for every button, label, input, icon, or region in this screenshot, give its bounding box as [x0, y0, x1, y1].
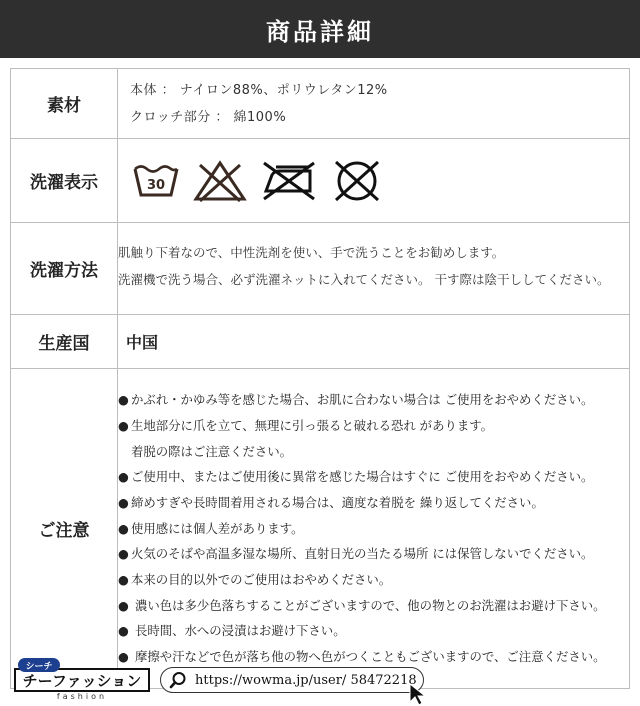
bullet: ● [118, 597, 129, 613]
mouse-pointer-icon [408, 682, 430, 706]
caution-item [118, 541, 629, 567]
bullet: ● [118, 520, 129, 536]
material-row [11, 69, 630, 139]
material-crotch: クロッチ部分 ： 綿100% [130, 109, 287, 125]
bullet: ● [118, 546, 129, 562]
wash-method-line-2: 洗濯機で洗う場合、必ず洗濯ネットに入れてください。 干す際は陰干ししてください。 [118, 271, 610, 287]
caution-item [118, 516, 629, 542]
bullet: ● [118, 392, 129, 408]
no-bleach-icon [192, 159, 248, 203]
bullet: ● [118, 417, 129, 433]
caution-item-continued [118, 439, 629, 465]
laundry-symbols-value [118, 139, 630, 223]
caution-item [118, 567, 629, 593]
shop-url-bar[interactable] [160, 667, 424, 693]
country-row [11, 315, 630, 369]
wash-method-value [118, 223, 630, 315]
wash-temp-label: 30 [146, 177, 166, 193]
material-body: 本体 ： ナイロン88%、ポリウレタン12% [130, 82, 388, 98]
caution-text: 火気のそばや高温多湿な場所、直射日光の当たる場所 には保管しないでください。 [131, 546, 594, 562]
caution-text: 着脱の際はご注意ください。 [131, 443, 293, 459]
country-value: 中国 [126, 333, 159, 352]
laundry-symbols-label: 洗濯表示 [11, 139, 118, 223]
caution-item [118, 387, 629, 413]
caution-text: 摩擦や汗などで色が落ち他の物へ色がつくこともございますので、ご注意ください。 [131, 649, 606, 665]
cautions-value [118, 369, 630, 689]
shop-url[interactable]: https://wowma.jp/user/ 58472218 [195, 672, 417, 688]
wash-method-label: 洗濯方法 [11, 223, 118, 315]
page-title: 商品詳細 [266, 17, 374, 46]
caution-item [118, 413, 629, 439]
material-label: 素材 [11, 69, 118, 139]
logo-top-badge: シーチ [18, 658, 60, 672]
caution-text: ご使用中、またはご使用後に異常を感じた場合はすぐに ご使用をおやめください。 [131, 469, 594, 485]
caution-text: 締めすぎや長時間着用される場合は、適度な着脱を 繰り返してください。 [131, 494, 544, 510]
page-header [0, 0, 640, 58]
material-value [118, 69, 630, 139]
no-iron-icon [260, 159, 318, 203]
caution-text: 本来の目的以外でのご使用はおやめください。 [131, 572, 392, 588]
wash-method-line-1: 肌触り下着なので、中性洗剤を使い、手で洗うことをお勧めします。 [118, 244, 505, 260]
cautions-row [11, 369, 630, 689]
logo-sub: fashion [56, 692, 108, 701]
bullet: ● [118, 494, 129, 510]
no-tumble-dry-icon [330, 158, 384, 204]
caution-item [118, 593, 629, 619]
wash-method-row [11, 223, 630, 315]
caution-text: 長時間、水への浸漬はお避け下さい。 [131, 623, 346, 639]
country-value-cell [118, 315, 630, 369]
caution-text: 使用感には個人差があります。 [131, 520, 304, 536]
caution-text: 濃い色は多少色落ちすることがございますので、他の物とのお洗濯はお避け下さい。 [131, 597, 606, 613]
cautions-list [118, 387, 629, 670]
logo-main: チーファッション [14, 668, 150, 692]
bullet: ● [118, 649, 129, 665]
wash-30-icon [132, 161, 180, 201]
caution-text: かぶれ・かゆみ等を感じた場合、お肌に合わない場合は ご使用をおやめください。 [131, 392, 594, 408]
caution-item [118, 464, 629, 490]
product-spec-table [10, 68, 630, 689]
bullet: ● [118, 469, 129, 485]
cautions-label: ご注意 [11, 369, 118, 689]
bullet: ● [118, 623, 129, 639]
shop-logo [14, 658, 150, 700]
bullet: ● [118, 572, 129, 588]
caution-text: 生地部分に爪を立て、無理に引っ張ると破れる恐れ があります。 [131, 417, 494, 433]
caution-item [118, 644, 629, 670]
caution-item [118, 618, 629, 644]
laundry-symbols-row [11, 139, 630, 223]
country-label: 生産国 [11, 315, 118, 369]
caution-item [118, 490, 629, 516]
search-icon [169, 671, 187, 689]
